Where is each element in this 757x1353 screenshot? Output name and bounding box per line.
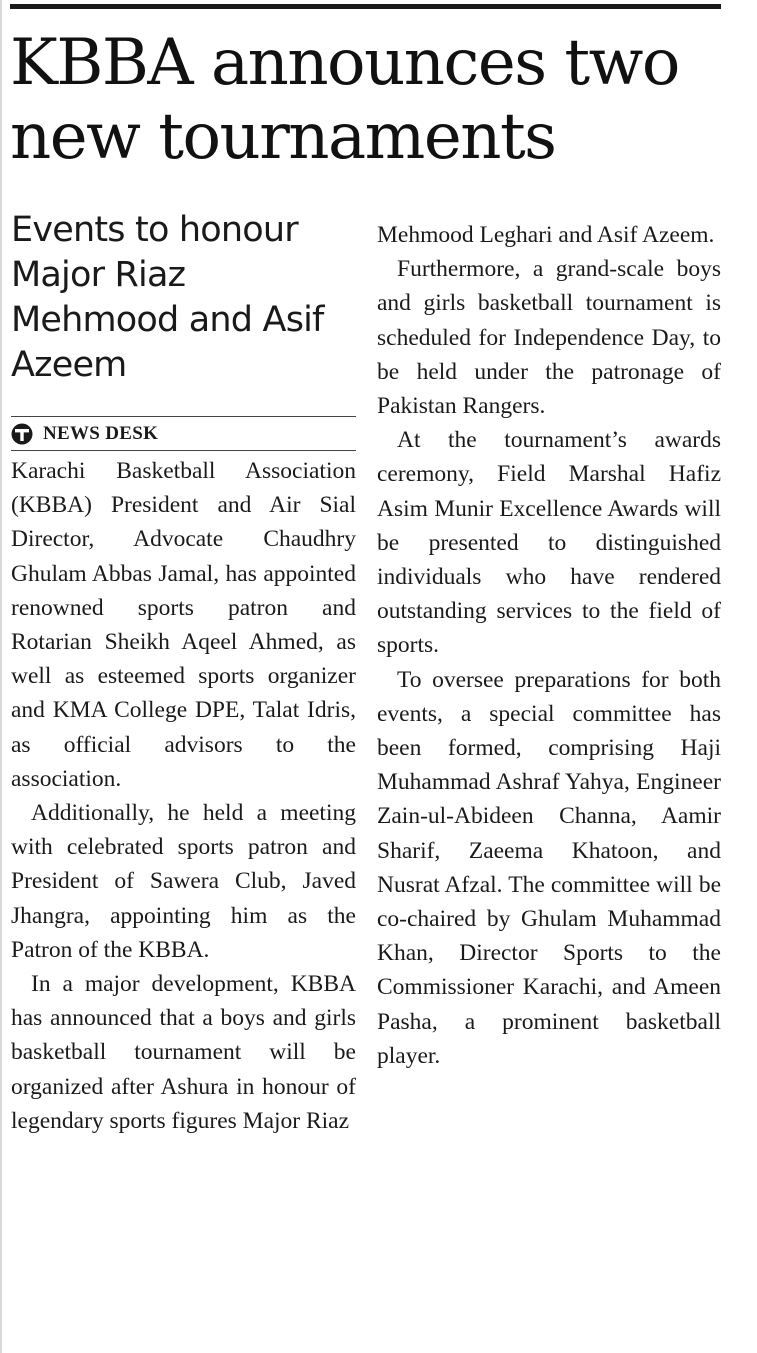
byline <box>11 416 356 451</box>
paragraph: At the tournament’s awards ceremony, Field Marshal Hafiz Asim Munir Excellence Awards will be presented to distinguished individuals who have rendered outstanding services to the field of sports. <box>377 427 721 659</box>
left-body <box>11 454 356 1138</box>
paragraph: To oversee preparations for both events, a special committee has been formed, comprising Haji Muhammad Ashraf Yahya, Engineer Zain-ul-Abideen Channa, Aamir Sharif, Zaeema Khatoon, and Nusrat Afzal. The committee will be co-chaired by Ghulam Muhammad Khan, Director Sports to the Commissioner Karachi, and Ameen Pasha, a prominent basketball player. <box>377 666 721 1069</box>
paragraph: In a major development, KBBA has announced that a boys and girls basketball tournament will be organized after Ashura in honour of legendary sports figures Major Riaz <box>11 971 356 1134</box>
paragraph: Karachi Basketball Association (KBBA) President and Air Sial Director, Advocate Chaudhry Ghulam Abbas Jamal, has appointed renowned sports patron and Rotarian Sheikh Aqeel Ahmed, as well as esteemed sports organizer and KMA College DPE, Talat Idris, as official advisors to the association. <box>11 458 356 792</box>
paragraph: Furthermore, a grand-scale boys and girls basketball tournament is scheduled for Independence Day, to be held under the patronage of Pakistan Rangers. <box>377 256 721 420</box>
newspaper-logo-icon <box>11 423 33 445</box>
page-edge <box>0 0 2 1353</box>
subheadline: Events to honour Major Riaz Mehmood and Asif Azeem <box>11 210 324 385</box>
headline: KBBA announces two new tournaments <box>10 26 679 174</box>
right-column <box>377 218 721 1073</box>
paragraph: Additionally, he held a meeting with celebrated sports patron and President of Sawera Club, Javed Jhangra, appointing him as the Patron of the KBBA. <box>11 800 356 963</box>
left-column <box>11 208 356 1138</box>
paragraph: Mehmood Leghari and Asif Azeem. <box>377 222 715 248</box>
right-body <box>377 218 721 1073</box>
top-rule <box>10 4 721 9</box>
byline-text: NEWS DESK <box>43 422 159 444</box>
